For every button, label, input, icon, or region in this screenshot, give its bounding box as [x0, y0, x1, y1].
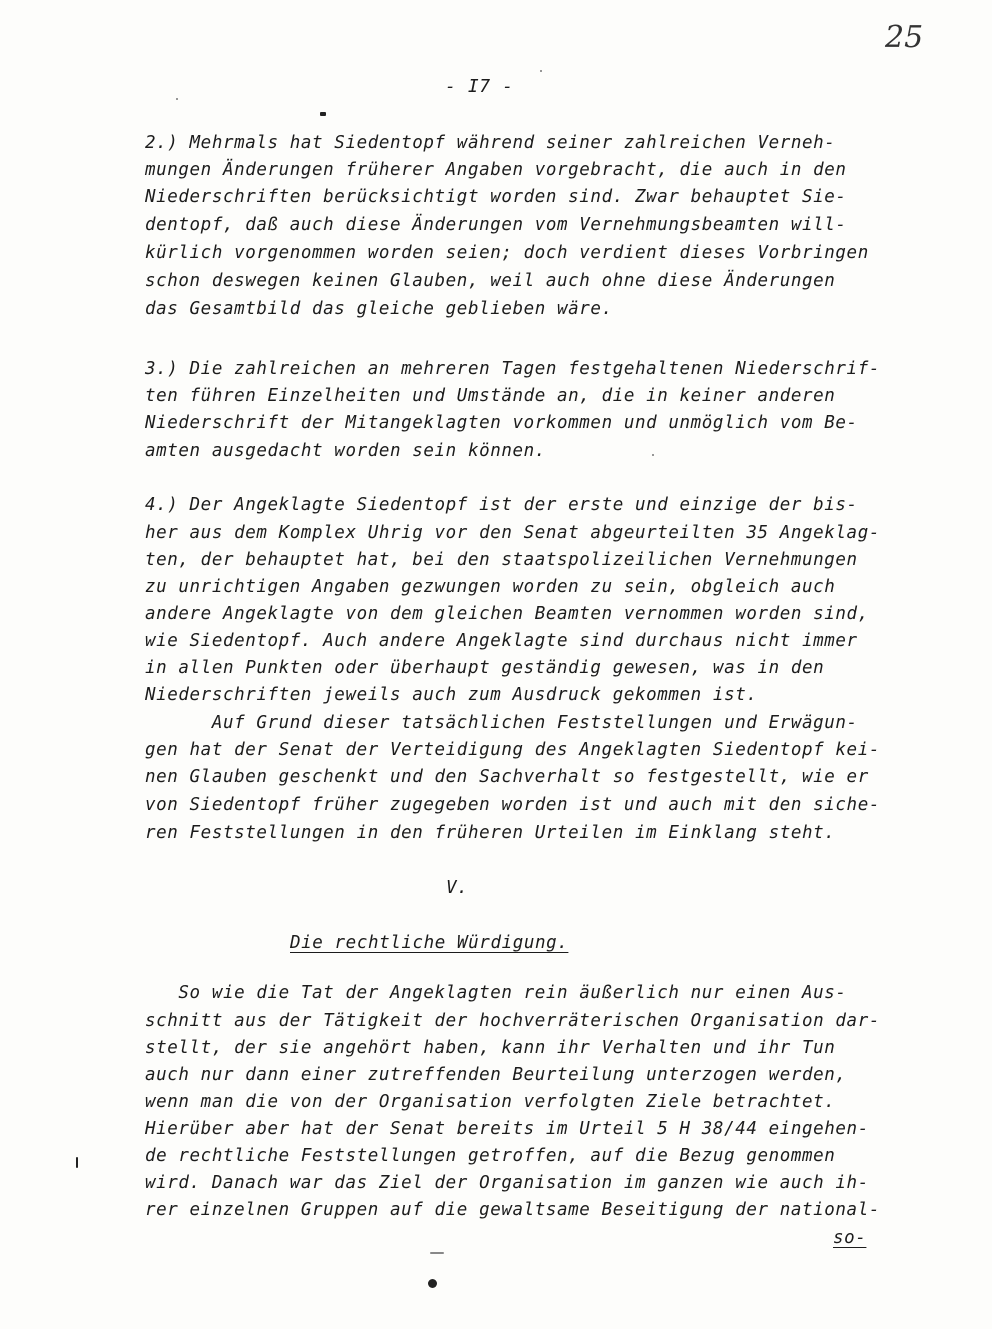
- text-line: rer einzelnen Gruppen auf die gewaltsame Beseitigung der national-: [145, 1200, 880, 1220]
- text-line: 2.) Mehrmals hat Siedentopf während seiner zahlreichen Verneh-: [145, 133, 836, 153]
- text-line: de rechtliche Feststellungen getroffen, auf die Bezug genommen: [145, 1146, 836, 1166]
- text-line: schon deswegen keinen Glauben, weil auch ohne diese Änderungen: [145, 271, 836, 291]
- text-line: schnitt aus der Tätigkeit der hochverräterischen Organisation dar-: [145, 1011, 880, 1031]
- scan-speck: [76, 1157, 78, 1168]
- text-line: her aus dem Komplex Uhrig vor den Senat abgeurteilten 35 Angeklag-: [145, 523, 880, 543]
- text-line: nen Glauben geschenkt und den Sachverhalt so festgestellt, wie er: [145, 767, 869, 787]
- text-line: wie Siedentopf. Auch andere Angeklagte sind durchaus nicht immer: [145, 631, 858, 651]
- text-line: ren Feststellungen in den früheren Urteilen im Einklang steht.: [145, 823, 836, 843]
- handwritten-page-number: 25: [885, 20, 924, 55]
- text-line: 4.) Der Angeklagte Siedentopf ist der erste und einzige der bis-: [145, 495, 858, 515]
- text-line: Hierüber aber hat der Senat bereits im Urteil 5 H 38/44 eingehen-: [145, 1119, 869, 1139]
- catchword: so-: [833, 1228, 867, 1248]
- section-numeral: V.: [446, 878, 469, 898]
- text-line: stellt, der sie angehört haben, kann ihr Verhalten und ihr Tun: [145, 1038, 836, 1058]
- text-line: das Gesamtbild das gleiche geblieben wäre.: [145, 299, 613, 319]
- text-line: gen hat der Senat der Verteidigung des Angeklagten Siedentopf kei-: [145, 740, 880, 760]
- scan-speck: [176, 98, 178, 100]
- text-line: in allen Punkten oder überhaupt geständig gewesen, was in den: [145, 658, 825, 678]
- text-line: mungen Änderungen früherer Angaben vorgebracht, die auch in den: [145, 160, 847, 180]
- text-line: andere Angeklagte von dem gleichen Beamten vernommen worden sind,: [145, 604, 869, 624]
- text-line: ten führen Einzelheiten und Umstände an, die in keiner anderen: [145, 386, 836, 406]
- text-line: Niederschriften berücksichtigt worden sind. Zwar behauptet Sie-: [145, 187, 847, 207]
- page-number: - I7 -: [445, 76, 514, 97]
- text-line: Auf Grund dieser tatsächlichen Feststellungen und Erwägun-: [145, 713, 858, 733]
- scan-speck: [320, 112, 326, 116]
- text-line: wenn man die von der Organisation verfolgten Ziele betrachtet.: [145, 1092, 836, 1112]
- text-line: kürlich vorgenommen worden seien; doch verdient dieses Vorbringen: [145, 243, 869, 263]
- text-line: zu unrichtigen Angaben gezwungen worden zu sein, obgleich auch: [145, 577, 836, 597]
- text-line: Niederschrift der Mitangeklagten vorkommen und unmöglich vom Be-: [145, 413, 858, 433]
- scan-speck: [540, 70, 542, 72]
- scan-speck: [430, 1252, 444, 1254]
- scan-speck: [428, 1279, 437, 1288]
- text-line: dentopf, daß auch diese Änderungen vom Vernehmungsbeamten will-: [145, 215, 847, 235]
- text-line: So wie die Tat der Angeklagten rein äußerlich nur einen Aus-: [145, 983, 847, 1003]
- text-line: ten, der behauptet hat, bei den staatspolizeilichen Vernehmungen: [145, 550, 858, 570]
- text-line: von Siedentopf früher zugegeben worden ist und auch mit den siche-: [145, 795, 880, 815]
- text-line: Niederschriften jeweils auch zum Ausdruck gekommen ist.: [145, 685, 758, 705]
- section-heading: Die rechtliche Würdigung.: [290, 933, 569, 953]
- text-line: 3.) Die zahlreichen an mehreren Tagen festgehaltenen Niederschrif-: [145, 359, 880, 379]
- text-line: amten ausgedacht worden sein können.: [145, 441, 546, 461]
- text-line: auch nur dann einer zutreffenden Beurteilung unterzogen werden,: [145, 1065, 847, 1085]
- scan-speck: [652, 454, 654, 456]
- text-line: wird. Danach war das Ziel der Organisation im ganzen wie auch ih-: [145, 1173, 869, 1193]
